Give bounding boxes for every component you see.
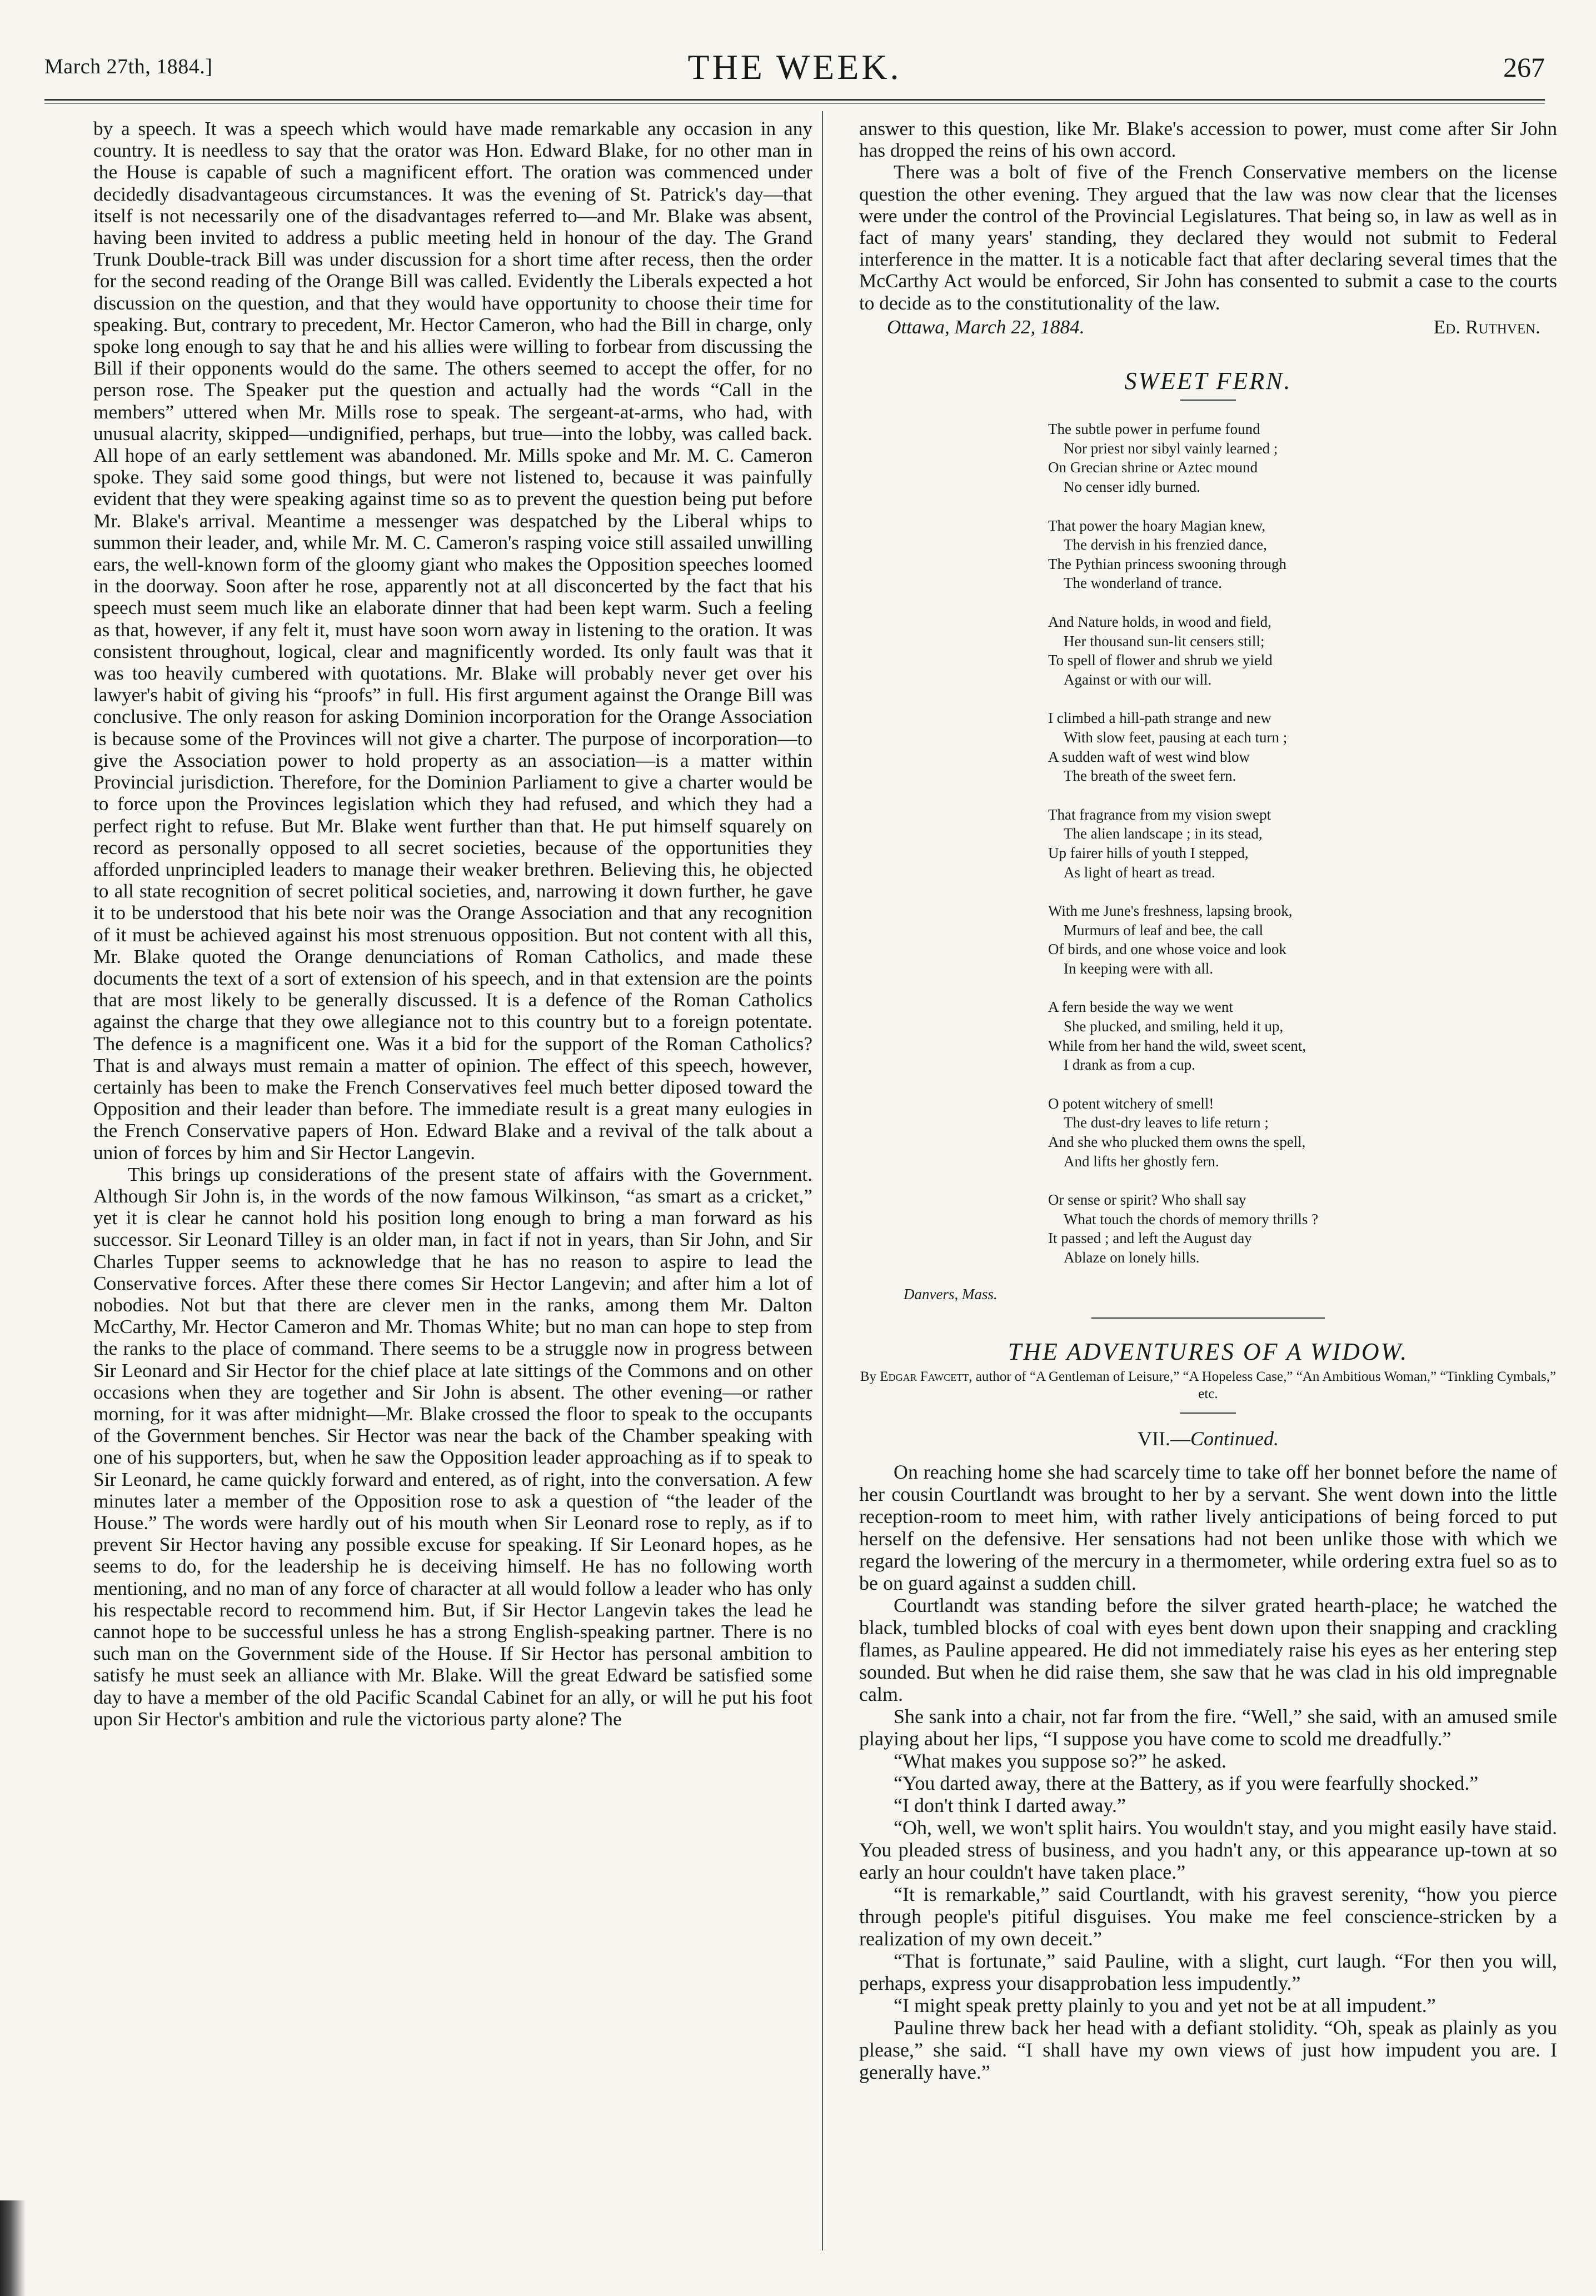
- poem-line: To spell of flower and shrub we yield: [1048, 652, 1273, 669]
- poem-stanza: [1048, 420, 1557, 496]
- article-paragraph: by a speech. It was a speech which would have made remarkable any occasion in any country. It is needless to say that the orator was Hon. Edward Blake, for no other man in the House is capable of such a magnificent effort. The oration was commenced under decidedly disadvantageous circumstances. It was the evening of St. Patrick's day—that itself is not necessarily one of the disadvantages referred to—and Mr. Blake was absent, having been invited to address a public meeting held in honour of the day. The Grand Trunk Double-track Bill was under discussion for a short time after recess, then the order for the second reading of the Orange Bill was called. Evidently the Liberals expected a hot discussion on the question, and that they would have opportunity to choose their time for speaking. But, contrary to precedent, Mr. Hector Cameron, who had the Bill in charge, only spoke long enough to say that he and his allies were willing to forbear from discussing the Bill if their opponents would do the same. The others seemed to accept the offer, for no person rose. The Speaker put the question and actually had the words “Call in the members” uttered when Mr. Mills rose to speak. The sergeant-at-arms, who had, with unusual alacrity, skipped—undignified, perhaps, but true—into the lobby, was called back. All hope of an early settlement was abandoned. Mr. Mills spoke and Mr. M. C. Cameron spoke. They said some good things, but were not listened to, because it was painfully evident that they were speaking against time so as to prevent the question being put before Mr. Blake's arrival. Meantime a messenger was despatched by the Liberal whips to summon their leader, and, while Mr. M. C. Cameron's rasping voice still assailed unwilling ears, the well-known form of the gloomy giant who makes the Opposition speeches loomed in the doorway. Soon after he rose, apparently not at all disconcerted by the fact that his speech must seem much like an elaborate dinner that had been kept warm. Such a feeling as that, however, if any felt it, must have soon worn away in listening to the oration. It was consistent throughout, logical, clear and magnificently worded. Its only fault was that it was too heavily cumbered with quotations. Mr. Blake will probably never get over his lawyer's habit of giving his “proofs” in full. His first argument against the Orange Bill was conclusive. The only reason for asking Dominion incorporation for the Orange Association is because some of the Provinces will not give a charter. The purpose of incorporation—to give the Association power to hold property as an association—is a matter within Provincial jurisdiction. Therefore, for the Dominion Parliament to give a charter would be to force upon the Provinces legislation which they had refused, and which they had a perfect right to refuse. But Mr. Blake went further than that. He put himself squarely on record as personally opposed to all secret societies, because of the opportunities they afforded unprincipled leaders to manage their weaker brethren. Believing this, he objected to all state recognition of secret political societies, and, narrowing it down further, he gave it to be understood that his bete noir was the Orange Association and that any recognition of it must be achieved against his most strenuous opposition. But not content with all this, Mr. Blake quoted the Orange denunciations of Roman Catholics, and made these documents the text of a sort of extension of his speech, and in that extension are the points that are most likely to be generally discussed. It is a defence of the Roman Catholics against the charge that they owe allegiance not to this country but to a foreign potentate. The defence is a magnificent one. Was it a bid for the support of the Roman Catholics? That is and always must remain a matter of opinion. The effect of this speech, however, certainly has been to make the French Conservatives feel much better diposed toward the Opposition and their leader than before. The immediate result is a great many eulogies in the French Conservative papers of Hon. Edward Blake and a revival of the talk about a union of forces by him and Sir Hector Langevin.: [93, 118, 812, 1164]
- poem-line: Up fairer hills of youth I stepped,: [1048, 844, 1249, 861]
- poem: [1048, 420, 1557, 1267]
- article-continuation: answer to this question, like Mr. Blake's accession to power, must come after Sir John has dropped the reins of his own accord.: [859, 118, 1557, 162]
- story-paragraph: “It is remarkable,” said Courtlandt, with his gravest serenity, “how you pierce through people's pitiful disguises. You make me feel conscience-stricken by a realization of my own deceit.”: [859, 1883, 1557, 1950]
- poem-line: As light of heart as tread.: [1064, 864, 1215, 881]
- poem-stanza: [1048, 516, 1557, 593]
- poem-line: She plucked, and smiling, held it up,: [1064, 1018, 1284, 1035]
- poem-line: With me June's freshness, lapsing brook,: [1048, 902, 1293, 920]
- page-number: 267: [1503, 52, 1545, 83]
- dateline-place: Ottawa, March 22, 1884.: [887, 316, 1085, 338]
- page-edge-shadow: [0, 2200, 26, 2296]
- story-title: THE ADVENTURES OF A WIDOW.: [1008, 1337, 1409, 1365]
- article-paragraph: There was a bolt of five of the French Conservative members on the license question the other evening. They argued that the law was now clear that the licenses were under the control of the Provincial Legislatures. That being so, in law as well as in fact of many years' standing, they declared they would not submit to Federal interference in the matter. It is a noticable fact that after declaring several times that the McCarthy Act would be enforced, Sir John has consented to submit a case to the courts to decide as to the constitutionality of the law.: [859, 161, 1557, 314]
- poem-line: I climbed a hill-path strange and new: [1048, 710, 1271, 727]
- poem-line: No censer idly burned.: [1064, 478, 1200, 496]
- poem-stanza: [1048, 1094, 1557, 1171]
- byline-prefix: By: [860, 1369, 877, 1385]
- chapter-note: Continued.: [1190, 1427, 1279, 1450]
- poem-line: Her thousand sun-lit censers still;: [1064, 632, 1265, 650]
- poem-line: And lifts her ghostly fern.: [1064, 1152, 1219, 1170]
- story-paragraph: “I don't think I darted away.”: [894, 1794, 1126, 1817]
- poem-line: O potent witchery of smell!: [1048, 1095, 1214, 1112]
- header-rule-thin: [44, 103, 1545, 104]
- story-paragraph: “Oh, well, we won't split hairs. You wouldn't stay, and you might easily have staid. You pleaded stress of business, and you hadn't any, or this appearance up-town at so early an hour couldn't have taken place.”: [859, 1816, 1557, 1884]
- story-paragraph: Pauline threw back her head with a defiant stolidity. “Oh, speak as plainly as you please,” she said. “I shall have my own views of just how impudent you are. I generally have.”: [859, 2017, 1557, 2084]
- article-paragraph: This brings up considerations of the present state of affairs with the Government. Although Sir John is, in the words of the now famous Wilkinson, “as smart as a cricket,” yet it is clear he cannot hold his position long enough to bring a man forward as his successor. Sir Leonard Tilley is an older man, in fact if not in years, than Sir John, and Sir Charles Tupper seems to acknowledge that he has no reason to aspire to lead the Conservative forces. After these there comes Sir Hector Langevin; and after him a lot of nobodies. Not but that there are clever men in the ranks, among them Mr. Dalton McCarthy, Mr. Hector Cameron and Mr. Thomas White; but no man can hope to step from the ranks to the place of command. There seems to be a struggle now in progress between Sir Leonard and Sir Hector for the chief place at late sittings of the Commons and on other occasions when they are together and Sir John is absent. The other evening—or rather morning, for it was after midnight—Mr. Blake crossed the floor to speak to the occupants of the Government benches. Sir Hector was near the back of the Chamber speaking with one of his supporters, but, when he saw the Opposition leader approaching as if to speak to Sir Leonard, he came quickly forward and entered, as of right, into the conversation. A few minutes later a member of the Opposition rose to ask a question of “the leader of the House.” The words were hardly out of his mouth when Sir Leonard rose to reply, as if to prevent Sir Hector having any possible excuse for speaking. If Sir Leonard hopes, as he seems to do, for the leadership he is deceiving himself. He has no following worth mentioning, and no man of any force of character at all would follow a leader who has only his respectable record to recommend him. But, if Sir Hector Langevin takes the lead he cannot hope to be successful unless he has a strong English-speaking partner. There is no such man on the Government side of the House. If Sir Hector has personal ambition to satisfy he must seek an alliance with Mr. Blake. Will the great Edward be satisfied some day to have a member of the old Pacific Scandal Cabinet for an ally, or will he put his foot upon Sir Hector's ambition and rule the victorious party alone? The: [93, 1163, 812, 1730]
- poem-line: A fern beside the way we went: [1048, 999, 1233, 1016]
- column-divider: [822, 111, 823, 2250]
- byline-author: Edgar Fawcett,: [880, 1369, 972, 1385]
- issue-date: March 27th, 1884.]: [44, 55, 213, 78]
- poem-line: And Nature holds, in wood and field,: [1048, 613, 1271, 630]
- poem-line: That fragrance from my vision swept: [1048, 806, 1271, 823]
- right-column: [859, 118, 1557, 2083]
- story-byline: [859, 1368, 1557, 1402]
- poem-line: Nor priest nor sibyl vainly learned ;: [1064, 440, 1278, 457]
- dateline-author: Ed. Ruthven.: [1433, 316, 1540, 338]
- poem-stanza: [1048, 901, 1557, 978]
- header-rule: [44, 99, 1545, 101]
- chapter-heading: [859, 1428, 1557, 1450]
- poem-line: Or sense or spirit? Who shall say: [1048, 1191, 1246, 1209]
- poem-line: The dervish in his frenzied dance,: [1064, 536, 1267, 553]
- poem-stanza: [1048, 805, 1557, 882]
- poem-line: I drank as from a cup.: [1064, 1056, 1195, 1074]
- poem-line: The dust-dry leaves to life return ;: [1064, 1114, 1269, 1131]
- publication-title: THE WEEK.: [687, 47, 902, 87]
- poem-line: That power the hoary Magian knew,: [1048, 517, 1266, 534]
- poem-stanza: [1048, 997, 1557, 1074]
- title-rule: [1180, 400, 1236, 401]
- section-rule: [1091, 1317, 1325, 1319]
- story-paragraph: “I might speak pretty plainly to you and yet not be at all impudent.”: [894, 1994, 1436, 2017]
- poem-line: Ablaze on lonely hills.: [1064, 1249, 1200, 1266]
- byline-works: author of “A Gentleman of Leisure,” “A Hopeless Case,” “An Ambitious Woman,” “Tinkling Cymbals,” etc.: [975, 1369, 1557, 1402]
- story-paragraph: “That is fortunate,” said Pauline, with a slight, curt laugh. “For then you will, perhaps, express your disapprobation less impudently.”: [859, 1950, 1557, 1995]
- poem-line: Against or with our will.: [1064, 671, 1212, 688]
- poem-stanza: [1048, 1190, 1557, 1267]
- poem-line: It passed ; and left the August day: [1048, 1230, 1252, 1247]
- story-paragraph: She sank into a chair, not far from the fire. “Well,” she said, with an amused smile playing about her lips, “I suppose you have come to scold me dreadfully.”: [859, 1705, 1557, 1750]
- poem-line: The wonderland of trance.: [1064, 575, 1222, 592]
- story-paragraph: “What makes you suppose so?” he asked.: [894, 1750, 1226, 1773]
- poem-line: And she who plucked them owns the spell,: [1048, 1134, 1306, 1151]
- poem-title: SWEET FERN.: [1124, 367, 1292, 395]
- poem-line: In keeping were with all.: [1064, 960, 1214, 977]
- poem-line: With slow feet, pausing at each turn ;: [1064, 728, 1288, 746]
- story-paragraph: On reaching home she had scarcely time to take off her bonnet before the name of her cousin Courtlandt was brought to her by a servant. She went down into the little reception-room to meet him, with rather lively anticipations of being forced to put herself on the defensive. Her sensations had not been unlike those with which we regard the lowering of the mercury in a thermometer, while ordering extra fuel so as to be on guard against a sudden chill.: [859, 1461, 1557, 1595]
- title-rule: [1180, 1412, 1236, 1414]
- poem-line: What touch the chords of memory thrills ?: [1064, 1210, 1319, 1227]
- poem-line: The subtle power in perfume found: [1048, 421, 1260, 438]
- poem-place: Danvers, Mass.: [904, 1285, 998, 1302]
- poem-line: Murmurs of leaf and bee, the call: [1064, 921, 1264, 939]
- left-column: [93, 118, 812, 1730]
- poem-line: A sudden waft of west wind blow: [1048, 748, 1250, 765]
- story-paragraph: “You darted away, there at the Battery, as if you were fearfully shocked.”: [894, 1772, 1479, 1795]
- poem-line: The Pythian princess swooning through: [1048, 555, 1286, 572]
- poem-line: On Grecian shrine or Aztec mound: [1048, 459, 1258, 476]
- dateline: [859, 316, 1557, 338]
- poem-stanza: [1048, 708, 1557, 785]
- poem-line: The alien landscape ; in its stead,: [1064, 825, 1263, 842]
- story-body: [859, 1461, 1557, 2083]
- poem-line: Of birds, and one whose voice and look: [1048, 941, 1286, 958]
- poem-line: While from her hand the wild, sweet scent,: [1048, 1037, 1306, 1054]
- poem-line: The breath of the sweet fern.: [1064, 767, 1236, 785]
- poem-stanza: [1048, 612, 1557, 689]
- page-header: [44, 47, 1545, 91]
- story-paragraph: Courtlandt was standing before the silver grated hearth-place; he watched the black, tumbled blocks of coal with eyes bent down upon their snapping and crackling flames, as Pauline appeared. He did not immediately raise his eyes as her entering step sounded. But when he did raise them, she saw that he was clad in his old impregnable calm.: [859, 1594, 1557, 1706]
- chapter-number: VII.—: [1138, 1427, 1190, 1450]
